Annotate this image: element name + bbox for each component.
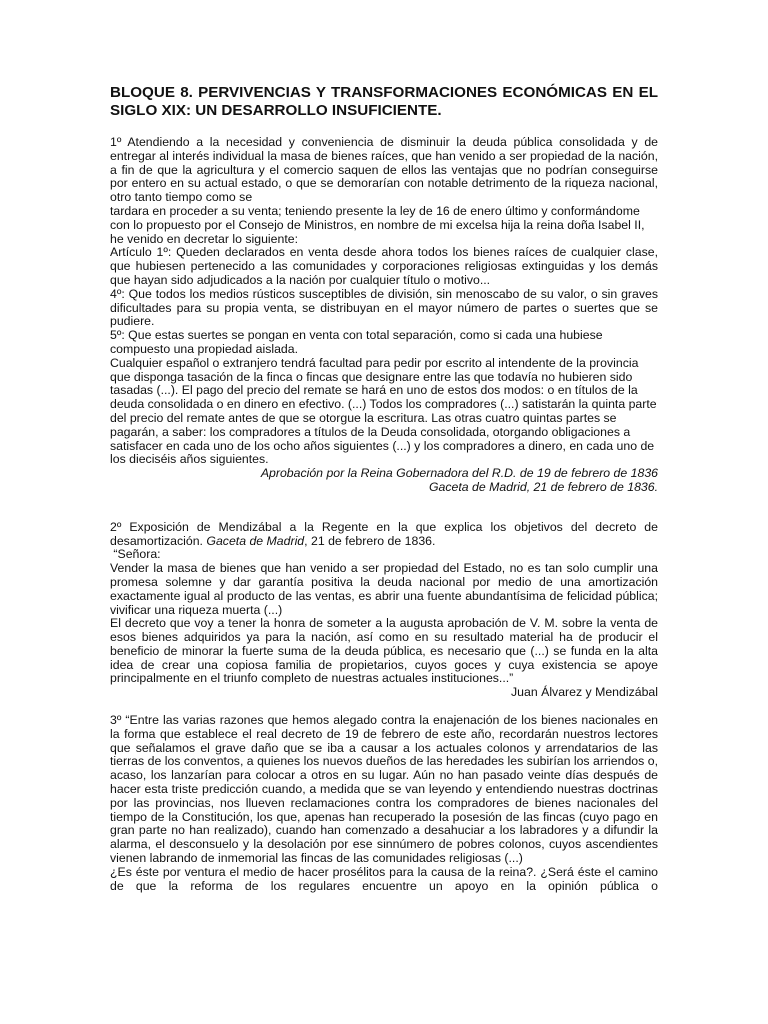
doc1-paragraph-continuation: tardara en proceder a su venta; teniendo presente la ley de 16 de enero último y conformándome con lo propuesto por el Consejo de Ministros, en nombre de mi excelsa hija la reina doña Isabel II, he venido en decretar lo siguiente: (110, 203, 645, 246)
doc2-intro (110, 521, 658, 549)
doc2-intro-text: 2º Exposición de Mendizábal a la Regente en la que explica los objetivos del decreto de desamortización. (110, 519, 658, 548)
document-1 (110, 136, 658, 495)
doc1-article-1: Artículo 1º: Queden declarados en venta desde ahora todos los bienes raíces de cualquier clase, que hubiesen pertenecido a las comunidades y corporaciones religiosas extinguidas y los demás que hayan sido adjudicados a la nación por cualquier título o motivo... (110, 245, 658, 287)
doc2-salutation: “Señora: (110, 547, 161, 562)
doc1-source-gazette: Gaceta de Madrid, 21 de febrero de 1836. (428, 479, 658, 494)
doc2-gazette-date: , 21 de febrero de 1836. (304, 533, 436, 548)
doc2-paragraph-1: Vender la masa de bienes que han venido a ser propiedad del Estado, no es tan solo cumplir una promesa solemne y dar garantía positiva la deuda nacional por medio de una amortización exactamente igual al producto de las ventas, es abrir una fuente abundantísima de felicidad pública; vivificar una riqueza muerta (...) (110, 561, 658, 617)
doc1-paragraph-payment: Cualquier español o extranjero tendrá facultad para pedir por escrito al intendente de la provincia que disponga tasación de la finca o fincas que designare entre las que todavía no hubieren sido tasadas (...). El pago del precio del remate se hará en uno de estos dos modos: o en títulos de la deuda consolidada o en dinero en efectivo. (...) Todos los compradores (...) satistarán la quinta parte del precio del remate antes de que se otorgue la escritura. Las otras cuatro quintas partes se pagarán, a saber: los compradores a títulos de la Deuda consolidada, otorgando obligaciones a satisfacer en cada uno de los ocho años siguientes (...) y los compradores a dinero, en cada uno de los dieciséis años siguientes. (110, 355, 657, 467)
document-page (110, 84, 658, 893)
doc2-gazette-title: Gaceta de Madrid (206, 533, 305, 548)
doc3-paragraph-2: ¿Es éste por ventura el medio de hacer prosélitos para la causa de la reina?. ¿Será éste el camino de que la reforma de los regulares encuentre un apoyo en la opinión pública o (110, 864, 658, 893)
doc1-article-4: 4º: Que todos los medios rústicos susceptibles de división, sin menoscabo de su valor, o sin graves dificultades para su propia venta, se distribuyan en el mayor número de partes o suertes que se pudiere. (110, 286, 658, 329)
doc3-paragraph-1: 3º “Entre las varias razones que hemos alegado contra la enajenación de los bienes nacionales en la forma que establece el real decreto de 19 de febrero de este año, recordarán nuestros lectores que señalamos el grave daño que se iba a causar a los actuales colonos y arrendatarios de las tierras de los conventos, a quienes los nuevos dueños de las heredades les subirían los arriendos o, acaso, los lanzarían para colocar a otros en su lugar. Aún no han pasado veinte días después de hacer esta triste predicción cuando, a medida que se van leyendo y entendiendo nuestras doctrinas por las provincias, nos llueven reclamaciones contra los compradores de bienes nacionales del tiempo de la Constitución, los que, apenas han recuperado la posesión de las fincas (cuyo pago en gran parte no han realizado), cuando han comenzado a desahuciar a los labradores y a difundir la alarma, el desconsuelo y la desolación por ese sinnúmero de pobres colonos, cuyos ascendientes vienen labrando de inmemorial las fincas de las comunidades religiosas (...) (110, 713, 658, 866)
document-2 (110, 521, 658, 700)
document-3 (110, 714, 658, 893)
page-title: BLOQUE 8. PERVIVENCIAS Y TRANSFORMACIONES ECONÓMICAS EN EL SIGLO XIX: UN DESARROLLO INSUFICIENTE. (110, 84, 658, 119)
doc1-article-5: 5º: Que estas suertes se pongan en venta con total separación, como si cada una hubiese compuesto una propiedad aislada. (110, 328, 603, 356)
doc2-signature: Juan Álvarez y Mendizábal (511, 685, 658, 700)
doc2-paragraph-2: El decreto que voy a tener la honra de someter a la augusta aprobación de V. M. sobre la venta de esos bienes adquiridos ya para la nación, así como en su resultado material ha de producir el beneficio de minorar la fuerte suma de la deuda pública, es necesario que (...) se funda en la alta idea de crear una copiosa familia de propietarios, cuyos goces y cuya existencia se apoye principalmente en el triunfo completo de nuestras actuales instituciones...” (110, 616, 658, 686)
doc1-source-approval: Aprobación por la Reina Gobernadora del R.D. de 19 de febrero de 1836 (260, 466, 658, 481)
doc1-paragraph-intro: 1º Atendiendo a la necesidad y conveniencia de disminuir la deuda pública consolidada y de entregar al interés individual la masa de bienes raíces, que han venido a ser propiedad de la nación, a fin de que la agricultura y el comercio saquen de ellos las ventajas que no podrían conseguirse por entero en su actual estado, o que se demorarían con notable detrimento de la riqueza nacional, otro tanto tiempo como se (110, 135, 658, 205)
